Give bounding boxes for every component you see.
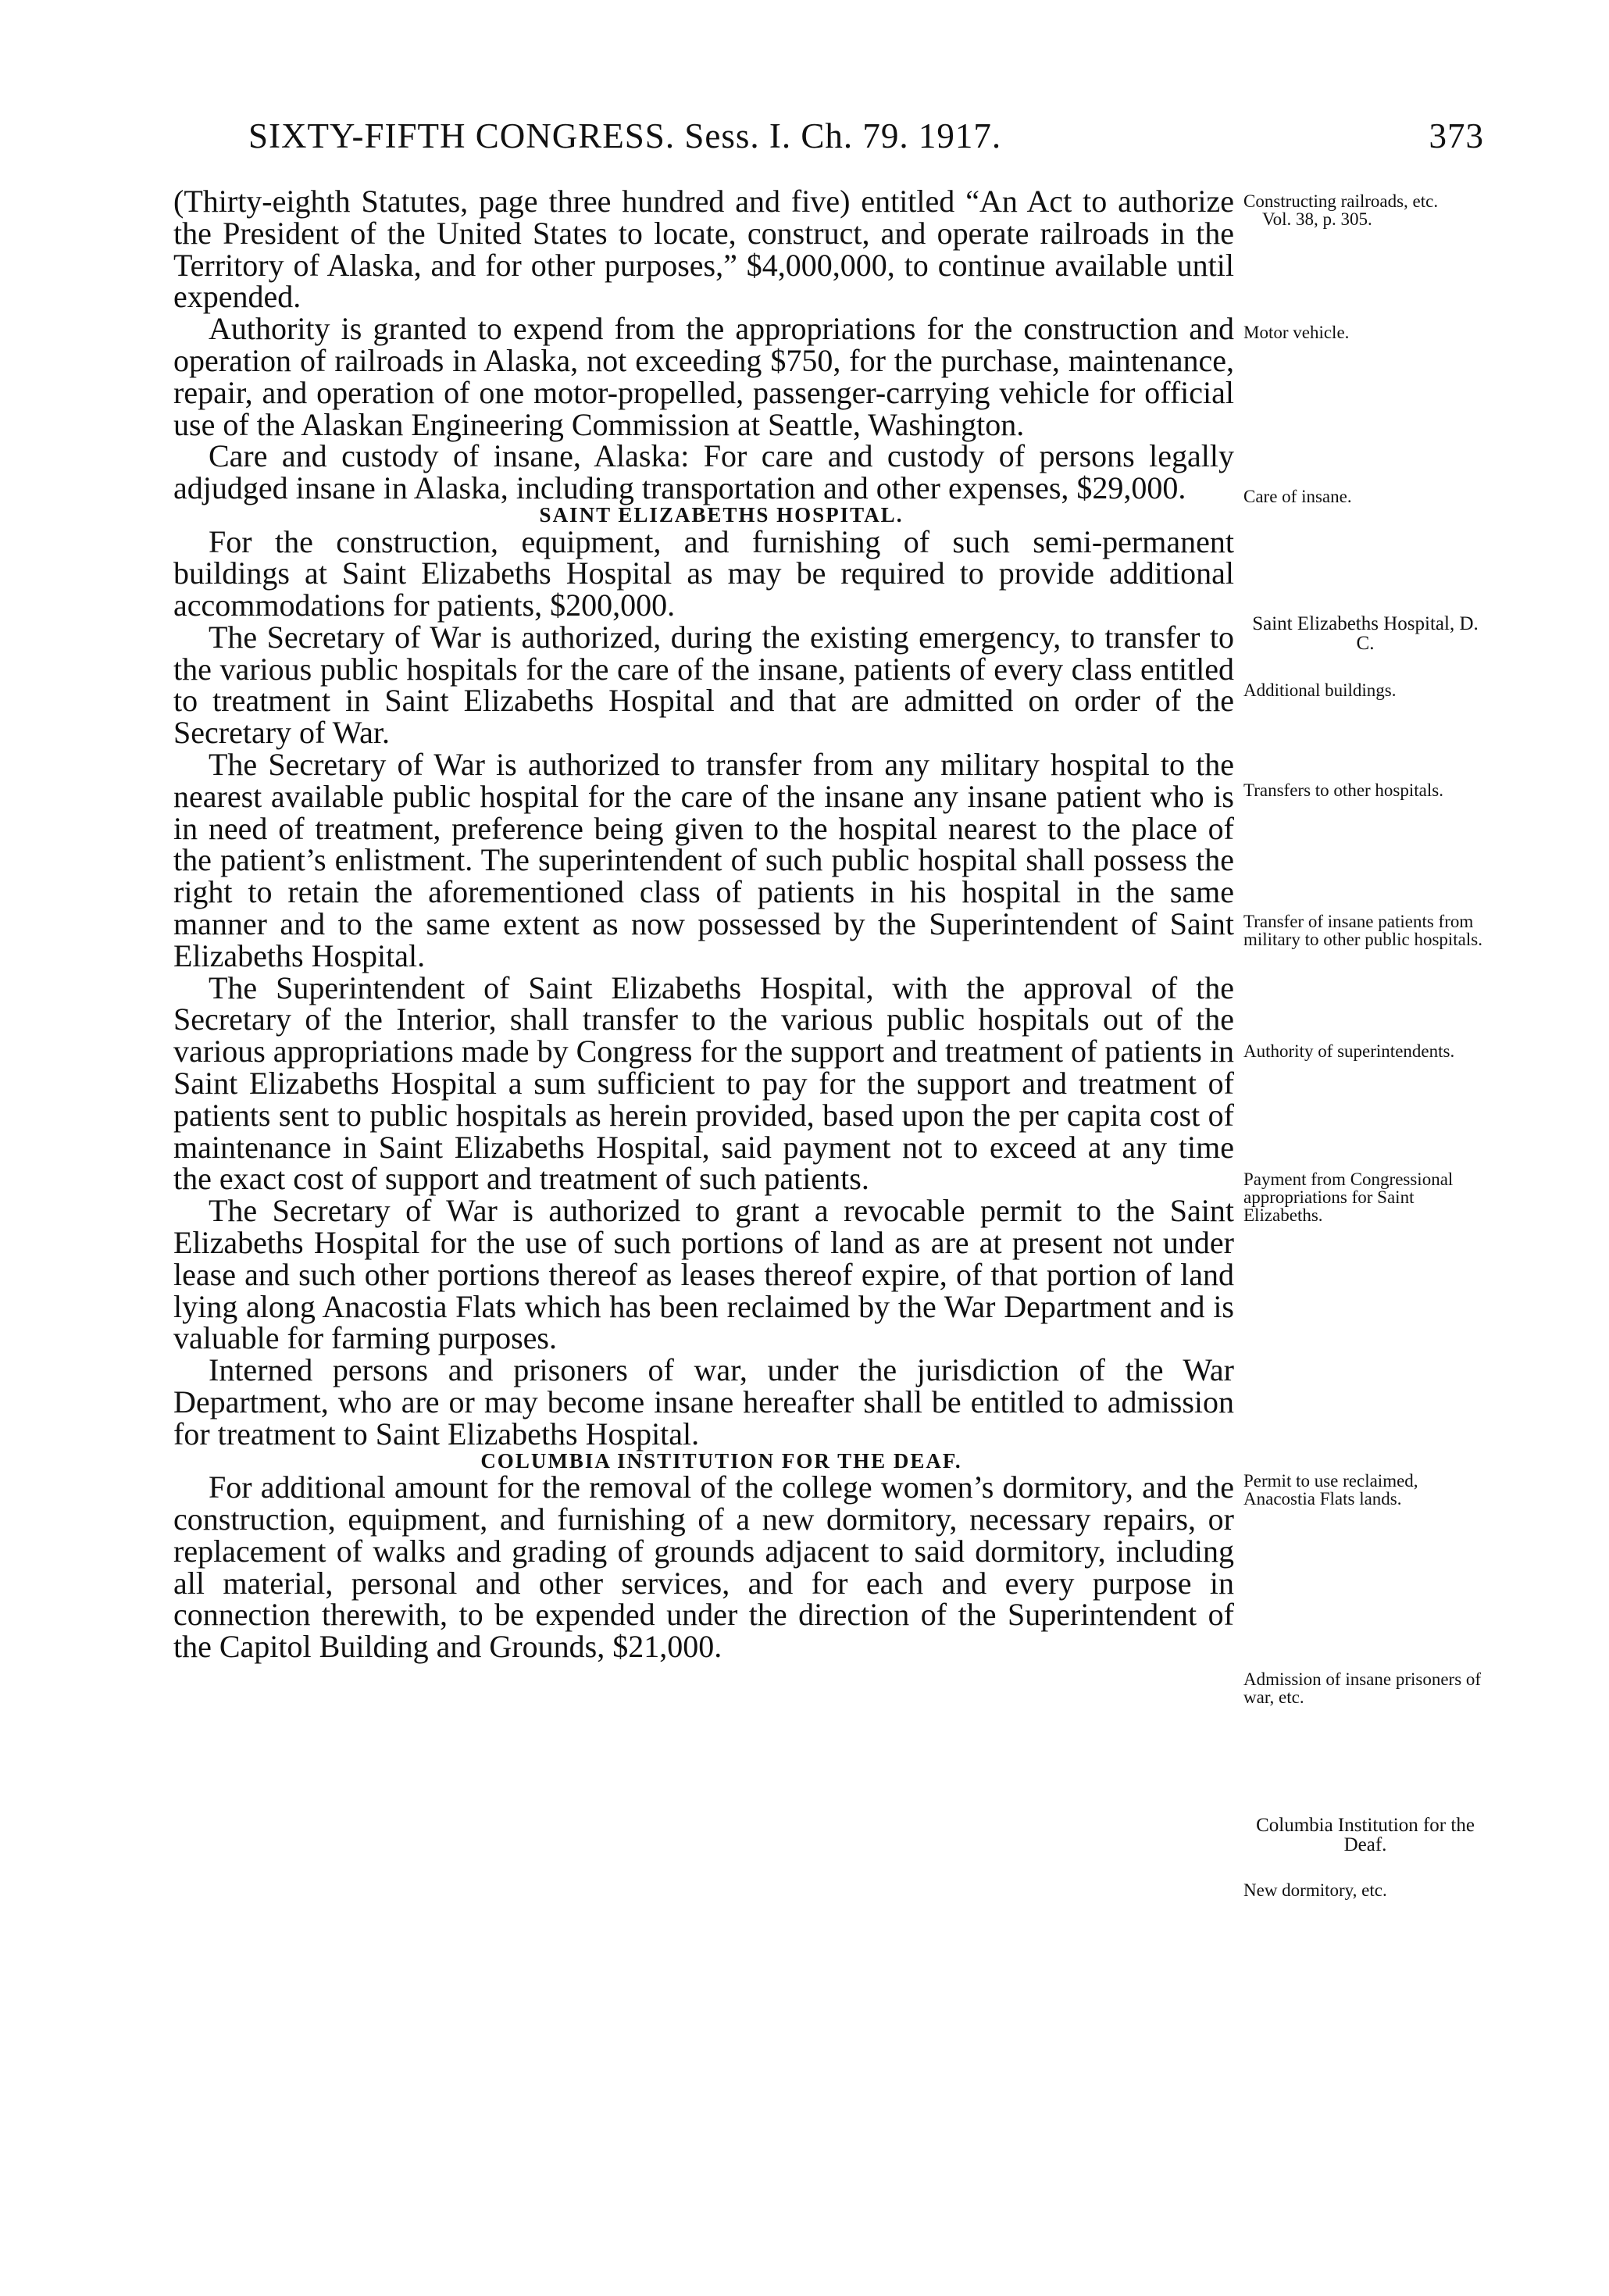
- margin-note-motor-vehicle: Motor vehicle.: [1243, 323, 1350, 342]
- paragraph-military-transfer: The Secretary of War is authorized to transfer from any military hospital to the nearest available public hospital for the care of the insane any insane patient who is in need of treatment, preference being given to the hospital nearest to the place of the patient’s enlistment. The superintendent of such public hospital shall possess the right to retain the aforementioned class of patients in his hospital in the same manner and to the same extent as now possessed by the Superintendent of Saint Elizabeths Hospital.: [173, 747, 1234, 973]
- margin-note-reference: Vol. 38, p. 305.: [1262, 209, 1372, 229]
- page-number: 373: [1429, 116, 1484, 155]
- margin-note-columbia: Columbia Institution for the Deaf.: [1256, 1815, 1475, 1855]
- main-text: [173, 186, 1234, 1663]
- margin-note-text: Constructing railroads, etc.: [1243, 191, 1439, 211]
- margin-note-additional-buildings: Additional buildings.: [1243, 680, 1397, 700]
- paragraph-permit: The Secretary of War is authorized to grant a revocable permit to the Saint Elizabeths Hospital for the use of such portions of land as are at present not under lease and such other portions thereof as leases thereof expire, of that portion of land lying along Anacostia Flats which has been reclaimed by the War Department and is valuable for farming purposes.: [173, 1193, 1234, 1356]
- section-heading-saint-elizabeths: SAINT ELIZABETHS HOSPITAL.: [539, 502, 904, 527]
- paragraph-prisoners: Interned persons and prisoners of war, under the jurisdiction of the War Department, who are or may become insane hereafter shall be entitled to admission for treatment to Saint Elizabeths Hospital.: [173, 1352, 1234, 1452]
- margin-note-care-of-insane: Care of insane.: [1243, 487, 1352, 506]
- paragraph-care-of-insane: Care and custody of insane, Alaska: For care and custody of persons legally adjudged insane in Alaska, including transportation and other expenses, $29,000.: [173, 438, 1234, 506]
- paragraph-payment: The Superintendent of Saint Elizabeths Hospital, with the approval of the Secretary of the Interior, shall transfer to the various public hospitals out of the various appropriations made by Congress for the support and treatment of patients in Saint Elizabeths Hospital a sum sufficient to pay for the support and treatment of patients sent to public hospitals as herein provided, based upon the per capita cost of maintenance in Saint Elizabeths Hospital, said payment not to exceed at any time the exact cost of support and treatment of such patients.: [173, 969, 1234, 1197]
- margin-note-permit: Permit to use reclaimed, Anacostia Flats lands.: [1243, 1471, 1418, 1509]
- paragraph-motor-vehicle: Authority is granted to expend from the appropriations for the construction and operation of railroads in Alaska, not exceeding $750, for the purchase, maintenance, repair, and operation of one motor-propelled, passenger-carrying vehicle for official use of the Alaskan Engineering Commission at Seattle, Washington.: [173, 311, 1234, 442]
- paragraph-railroads: (Thirty-eighth Statutes, page three hundred and five) entitled “An Act to authorize the President of the United States to locate, construct, and operate railroads in the Territory of Alaska, and for other purposes,” $4,000,000, to continue available until expended.: [173, 184, 1234, 315]
- running-header: [248, 116, 1484, 162]
- margin-note-saint-elizabeths: Saint Elizabeths Hospital, D. C.: [1252, 613, 1479, 654]
- margin-note-military-transfer: Transfer of insane patients from military to other public hospitals.: [1243, 912, 1482, 949]
- margin-note-prisoners: Admission of insane prisoners of war, etc.: [1243, 1669, 1482, 1707]
- paragraph-dormitory: For additional amount for the removal of the college women’s dormitory, and the construction, equipment, and furnishing of a new dormitory, necessary repairs, or replacement of walks and grading of grounds adjacent to said dormitory, including all material, personal and other services, and for each and every purpose in connection therewith, to be expended under the direction of the Superintendent of the Capitol Building and Grounds, $21,000.: [173, 1469, 1234, 1665]
- section-heading-columbia: COLUMBIA INSTITUTION FOR THE DEAF.: [480, 1448, 962, 1473]
- margin-note-superintendents: Authority of superintendents.: [1243, 1041, 1455, 1061]
- paragraph-additional-buildings: For the construction, equipment, and furnishing of such semi-permanent buildings at Saint Elizabeths Hospital as may be required to provide additional accommodations for patients, $200,000.: [173, 523, 1234, 623]
- paragraph-transfers: The Secretary of War is authorized, during the existing emergency, to transfer to the various public hospitals for the care of the insane, patients of every class entitled to treatment in Saint Elizabeths Hospital and that are admitted on order of the Secretary of War.: [173, 619, 1234, 751]
- running-title: SIXTY-FIFTH CONGRESS. Sess. I. Ch. 79. 1917.: [248, 116, 1002, 155]
- margin-note-payment: Payment from Congressional appropriations for Saint Elizabeths.: [1243, 1169, 1454, 1225]
- margin-note-transfers: Transfers to other hospitals.: [1243, 780, 1443, 800]
- margin-note-railroads: [1243, 192, 1487, 228]
- margin-note-new-dormitory: New dormitory, etc.: [1243, 1880, 1387, 1900]
